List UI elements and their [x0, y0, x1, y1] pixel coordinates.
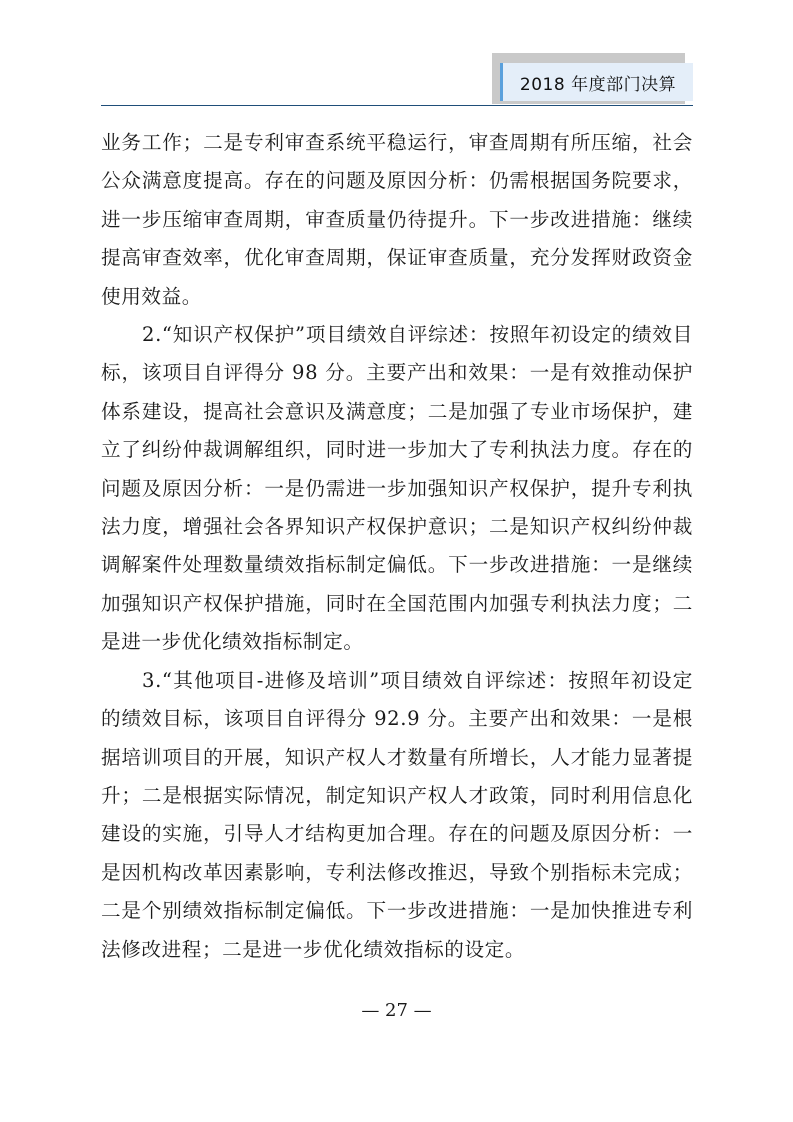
paragraph-training: 3.“其他项目-进修及培训”项目绩效自评综述：按照年初设定的绩效目标，该项目自评得分 92.9 分。主要产出和效果：一是根据培训项目的开展，知识产权人才数量有所增长，人才能力显著提升；二是根据实际情况，制定知识产权人才政策，同时利用信息化建设的实施，引导人才结构更加合理。存在的问题及原因分析：一是因机构改革因素影响，专利法修改推迟，导致个别指标未完成；二是个别绩效指标制定偏低。下一步改进措施：一是加快推进专利法修改进程；二是进一步优化绩效指标的设定。 [101, 668, 693, 961]
document-body [101, 124, 693, 969]
paragraph-continuation: 业务工作；二是专利审查系统平稳运行，审查周期有所压缩，社会公众满意度提高。存在的问题及原因分析：仍需根据国务院要求，进一步压缩审查周期，审查质量仍待提升。下一步改进措施：继续提高审查效率，优化审查周期，保证审查质量，充分发挥财政资金使用效益。 [101, 131, 693, 308]
header-tag [492, 53, 693, 104]
paragraph-ip-protection: 2.“知识产权保护”项目绩效自评综述：按照年初设定的绩效目标，该项目自评得分 98 分。主要产出和效果：一是有效推动保护体系建设，提高社会意识及满意度；二是加强了专业市场保护，建立了纠纷仲裁调解组织，同时进一步加大了专利执法力度。存在的问题及原因分析：一是仍需进一步加强知识产权保护，提升专利执法力度，增强社会各界知识产权保护意识；二是知识产权纠纷仲裁调解案件处理数量绩效指标制定偏低。下一步改进措施：一是继续加强知识产权保护措施，同时在全国范围内加强专利执法力度；二是进一步优化绩效指标制定。 [101, 323, 693, 654]
header-divider [101, 105, 693, 106]
document-title-tag: 2018 年度部门决算 [500, 63, 693, 101]
page-number: — 27 — [361, 1000, 432, 1021]
